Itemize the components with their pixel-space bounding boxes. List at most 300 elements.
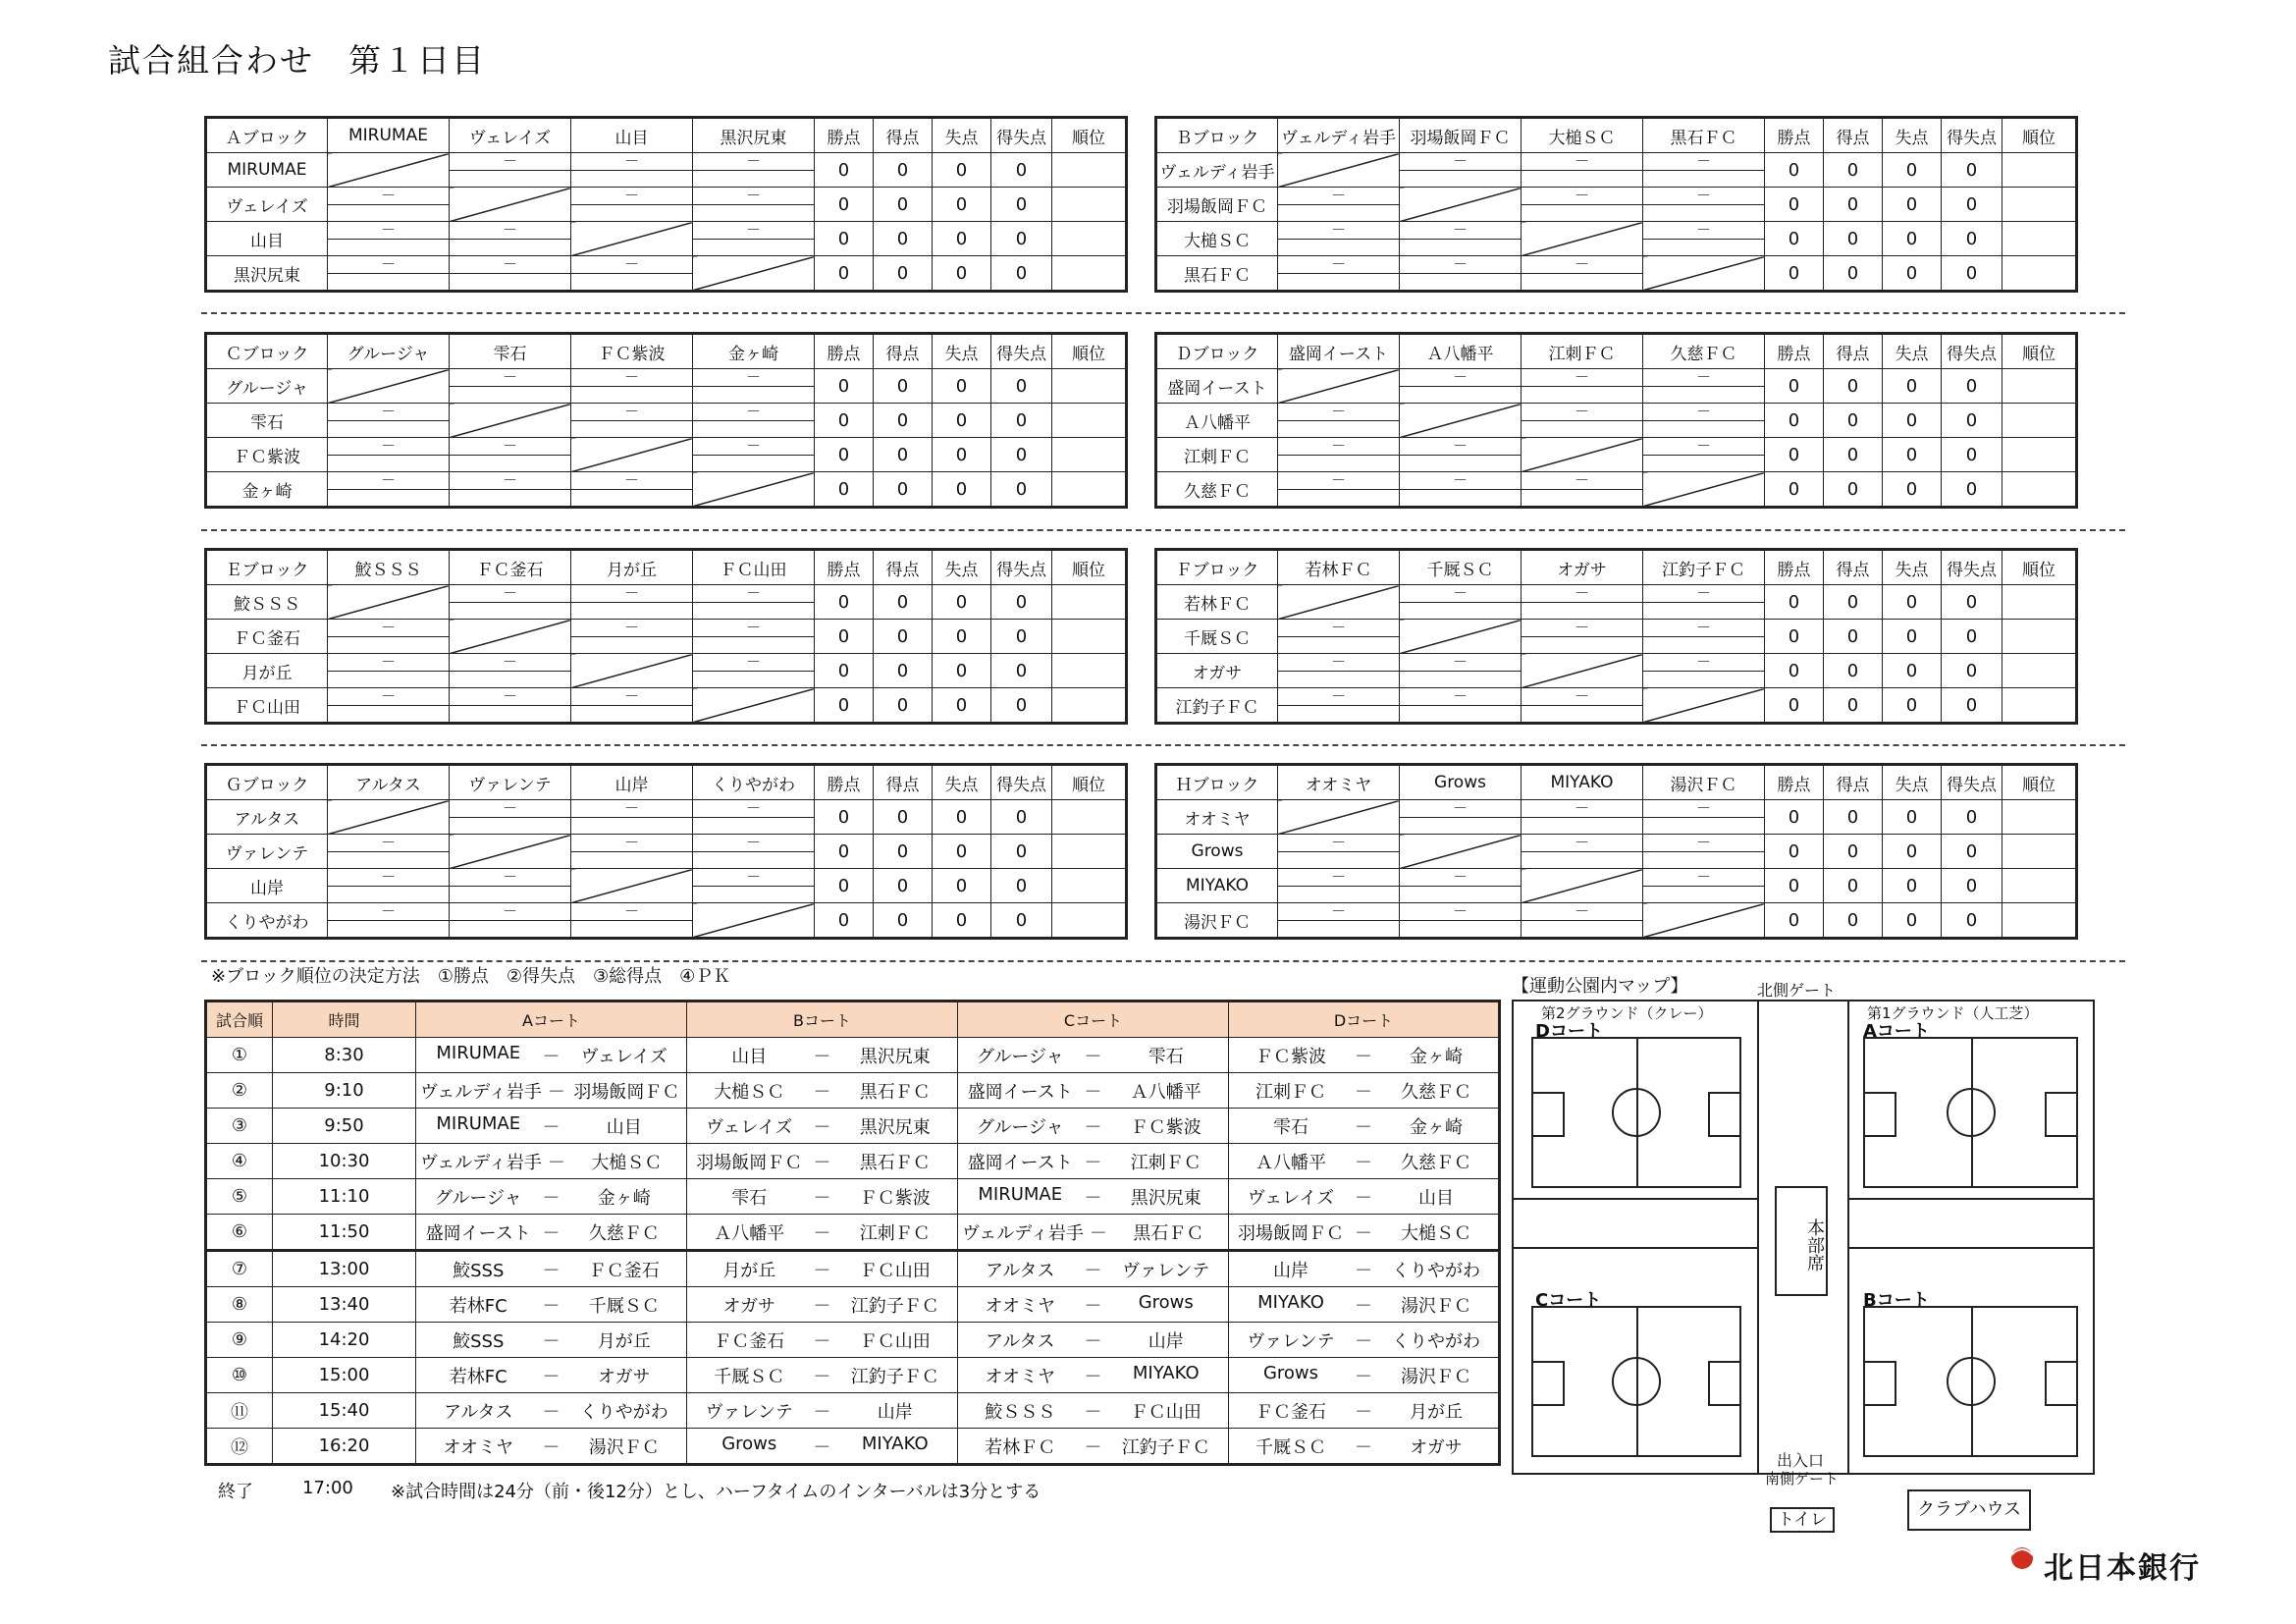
- team-header: 久慈ＦＣ: [1643, 334, 1765, 369]
- score-dash: －: [502, 221, 517, 239]
- rank-cell: [2002, 153, 2077, 188]
- rank-cell: [2002, 654, 2077, 688]
- home-team: ＦＣ釜石: [714, 1330, 785, 1352]
- stat-value: 0: [874, 153, 933, 188]
- stat-value: 0: [1942, 438, 2002, 472]
- stat-value: 0: [874, 869, 933, 903]
- self-match-cell: [571, 222, 693, 256]
- score-cell: [450, 654, 571, 688]
- score-cell: [1278, 654, 1400, 688]
- col-gd: 得失点: [1942, 765, 2002, 800]
- stat-value: 0: [1824, 869, 1883, 903]
- stat-value: 0: [991, 188, 1052, 222]
- stat-value: 0: [1824, 153, 1883, 188]
- stat-value: 0: [991, 903, 1052, 939]
- team-header: ＦＣ釜石: [450, 550, 571, 585]
- team-name: 黒石ＦＣ: [1156, 256, 1278, 292]
- stat-value: 0: [815, 188, 874, 222]
- stat-value: 0: [874, 369, 933, 404]
- away-team: 月が丘: [597, 1330, 651, 1352]
- match-no: ⑦: [206, 1251, 273, 1287]
- home-team: ヴェレイズ: [706, 1116, 793, 1138]
- score-dash: －: [380, 187, 396, 204]
- match-c-court: [958, 1358, 1229, 1393]
- stat-value: 0: [991, 404, 1052, 438]
- score-dash: －: [623, 368, 639, 386]
- rank-cell: [1052, 585, 1127, 620]
- score-cell: [328, 869, 450, 903]
- score-cell: [1643, 222, 1765, 256]
- score-dash: －: [502, 437, 517, 455]
- match-no: ①: [206, 1038, 273, 1073]
- score-dash: －: [1452, 437, 1468, 455]
- match-time: 13:40: [273, 1287, 416, 1323]
- score-dash: －: [502, 368, 517, 386]
- vs-dash: －: [542, 1046, 561, 1067]
- away-team: ＦＣ山田: [859, 1260, 931, 1281]
- match-a-court: [416, 1215, 687, 1251]
- b-court-field: [1863, 1306, 2078, 1457]
- away-team: ＦＣ紫波: [859, 1187, 931, 1209]
- col-gf: 得点: [1824, 118, 1883, 153]
- stat-value: 0: [991, 688, 1052, 724]
- home-team: 若林FC: [449, 1366, 507, 1387]
- stat-value: 0: [933, 438, 991, 472]
- stat-value: 0: [1883, 654, 1942, 688]
- match-c-court: [958, 1215, 1229, 1251]
- team-header: 金ヶ崎: [693, 334, 815, 369]
- vs-dash: －: [1084, 1116, 1102, 1138]
- rank-cell: [1052, 188, 1127, 222]
- stat-value: 0: [1824, 800, 1883, 835]
- team-header: 鮫ＳＳＳ: [328, 550, 450, 585]
- vs-dash: －: [813, 1330, 831, 1352]
- score-cell: [571, 369, 693, 404]
- score-cell: [693, 438, 815, 472]
- team-header: 雫石: [450, 334, 571, 369]
- away-team: 羽場飯岡ＦＣ: [573, 1081, 680, 1103]
- rank-cell: [1052, 654, 1127, 688]
- match-no: ④: [206, 1144, 273, 1179]
- match-c-court: [958, 1393, 1229, 1429]
- block-row: [1156, 869, 2077, 903]
- stat-value: 0: [933, 222, 991, 256]
- score-cell: [1643, 800, 1765, 835]
- match-a-court: [416, 1429, 687, 1465]
- team-name: 金ヶ崎: [206, 472, 328, 508]
- rank-cell: [2002, 188, 2077, 222]
- team-header: ヴァレンテ: [450, 765, 571, 800]
- team-header: ＦＣ山田: [693, 550, 815, 585]
- home-team: グルージャ: [976, 1116, 1064, 1138]
- score-cell: [1400, 903, 1522, 939]
- col-gd: 得失点: [1942, 550, 2002, 585]
- vs-dash: －: [542, 1366, 561, 1387]
- self-match-cell: [1643, 256, 1765, 292]
- match-time: 15:00: [273, 1358, 416, 1393]
- stat-value: 0: [1942, 256, 2002, 292]
- stat-value: 0: [1883, 438, 1942, 472]
- stat-value: 0: [991, 438, 1052, 472]
- match-d-court: [1229, 1393, 1500, 1429]
- home-team: 大槌ＳＣ: [714, 1081, 785, 1103]
- score-dash: －: [380, 687, 396, 705]
- stat-value: 0: [933, 654, 991, 688]
- score-cell: [328, 654, 450, 688]
- away-team: MIYAKO: [1132, 1362, 1200, 1383]
- team-name: ヴァレンテ: [206, 835, 328, 869]
- score-cell: [571, 800, 693, 835]
- home-team: ヴェルディ岩手: [962, 1222, 1084, 1244]
- block-row: [1156, 620, 2077, 654]
- self-match-cell: [571, 869, 693, 903]
- score-cell: [450, 585, 571, 620]
- score-dash: －: [502, 471, 517, 489]
- team-name: Ａ八幡平: [1156, 404, 1278, 438]
- away-team: MIYAKO: [861, 1433, 929, 1454]
- team-header: くりやがわ: [693, 765, 815, 800]
- away-team: 山目: [1418, 1187, 1454, 1209]
- stat-value: 0: [874, 688, 933, 724]
- home-team: ヴェルディ岩手: [420, 1081, 542, 1103]
- match-no: ⑥: [206, 1215, 273, 1251]
- match-b-court: [687, 1251, 958, 1287]
- schedule-row: [206, 1144, 1500, 1179]
- score-dash: －: [502, 799, 517, 817]
- away-team: 山岸: [877, 1401, 913, 1423]
- rank-cell: [1052, 835, 1127, 869]
- match-a-court: [416, 1109, 687, 1144]
- team-name: 大槌ＳＣ: [1156, 222, 1278, 256]
- col-rank: 順位: [2002, 550, 2077, 585]
- home-team: 千厩ＳＣ: [1255, 1436, 1326, 1458]
- away-team: 金ヶ崎: [597, 1187, 651, 1209]
- sponsor-logo: 北日本銀行: [2044, 1551, 2201, 1586]
- score-cell: [1643, 585, 1765, 620]
- stat-value: 0: [815, 654, 874, 688]
- block-table: [1154, 763, 2078, 940]
- self-match-cell: [1643, 688, 1765, 724]
- score-dash: －: [1452, 799, 1468, 817]
- stat-value: 0: [1765, 404, 1824, 438]
- score-dash: －: [745, 403, 761, 420]
- stat-value: 0: [1824, 835, 1883, 869]
- score-cell: [693, 585, 815, 620]
- score-cell: [450, 222, 571, 256]
- home-team: MIRUMAE: [436, 1112, 521, 1134]
- score-cell: [571, 472, 693, 508]
- score-cell: [1643, 188, 1765, 222]
- block-row: [1156, 222, 2077, 256]
- match-a-court: [416, 1144, 687, 1179]
- home-team: ヴェレイズ: [1247, 1187, 1335, 1209]
- block-row: [206, 472, 1127, 508]
- vs-dash: －: [813, 1081, 831, 1103]
- score-dash: －: [1695, 368, 1711, 386]
- block-name: Ｆブロック: [1156, 550, 1278, 585]
- schedule-row: [206, 1251, 1500, 1287]
- schedule-header: Cコート: [958, 1001, 1229, 1038]
- score-dash: －: [1452, 902, 1468, 920]
- block-row: [206, 369, 1127, 404]
- vs-dash: －: [1355, 1260, 1372, 1281]
- stat-value: 0: [1765, 800, 1824, 835]
- vs-dash: －: [1084, 1295, 1102, 1317]
- block-row: [206, 256, 1127, 292]
- score-dash: －: [1330, 687, 1346, 705]
- team-name: アルタス: [206, 800, 328, 835]
- col-gd: 得失点: [991, 118, 1052, 153]
- divider: [201, 312, 2125, 314]
- team-name: 山岸: [206, 869, 328, 903]
- stat-value: 0: [815, 404, 874, 438]
- stat-value: 0: [874, 620, 933, 654]
- match-time: 11:50: [273, 1215, 416, 1251]
- score-cell: [328, 188, 450, 222]
- score-dash: －: [1574, 403, 1589, 420]
- away-team: ヴァレンテ: [1122, 1260, 1210, 1281]
- schedule-row: [206, 1393, 1500, 1429]
- a-court-label: Aコート: [1863, 1021, 1930, 1042]
- home-team: MIYAKO: [1257, 1291, 1324, 1313]
- score-cell: [1643, 404, 1765, 438]
- team-name: 雫石: [206, 404, 328, 438]
- stat-value: 0: [1883, 472, 1942, 508]
- self-match-cell: [450, 620, 571, 654]
- stat-value: 0: [874, 438, 933, 472]
- vs-dash: －: [813, 1260, 831, 1281]
- score-dash: －: [1574, 799, 1589, 817]
- stat-value: 0: [815, 869, 874, 903]
- score-dash: －: [380, 255, 396, 273]
- page-title: 試合組合わせ 第１日目: [108, 41, 486, 80]
- score-dash: －: [745, 834, 761, 851]
- away-team: オガサ: [1410, 1436, 1463, 1458]
- match-a-court: [416, 1073, 687, 1109]
- score-dash: －: [502, 255, 517, 273]
- score-cell: [693, 835, 815, 869]
- home-team: オオミヤ: [443, 1436, 513, 1458]
- score-cell: [693, 654, 815, 688]
- score-cell: [1400, 585, 1522, 620]
- stat-value: 0: [1883, 903, 1942, 939]
- self-match-cell: [1522, 654, 1643, 688]
- score-dash: －: [1695, 653, 1711, 671]
- home-team: 盛岡イースト: [425, 1222, 531, 1244]
- score-dash: －: [502, 152, 517, 170]
- score-cell: [693, 869, 815, 903]
- team-name: MIYAKO: [1156, 869, 1278, 903]
- self-match-cell: [1400, 188, 1522, 222]
- rank-cell: [2002, 869, 2077, 903]
- score-dash: －: [745, 799, 761, 817]
- stat-value: 0: [874, 222, 933, 256]
- block-row: [206, 835, 1127, 869]
- block-row: [1156, 688, 2077, 724]
- score-cell: [693, 222, 815, 256]
- schedule-row: [206, 1358, 1500, 1393]
- match-no: ⑪: [206, 1393, 273, 1429]
- home-team: Grows: [1262, 1362, 1319, 1383]
- away-team: 山岸: [1148, 1330, 1184, 1352]
- match-time: 14:20: [273, 1323, 416, 1358]
- score-dash: －: [1695, 221, 1711, 239]
- score-cell: [1522, 585, 1643, 620]
- divider: [201, 744, 2125, 746]
- home-team: 鮫SSS: [453, 1330, 505, 1352]
- score-cell: [1643, 620, 1765, 654]
- away-team: ＦＣ山田: [859, 1330, 931, 1352]
- score-cell: [1522, 256, 1643, 292]
- vs-dash: －: [542, 1222, 561, 1244]
- match-b-court: [687, 1215, 958, 1251]
- rank-cell: [1052, 153, 1127, 188]
- away-team: 金ヶ崎: [1410, 1116, 1463, 1138]
- stat-value: 0: [1883, 620, 1942, 654]
- b-court-label: Bコート: [1863, 1290, 1930, 1311]
- match-d-court: [1229, 1144, 1500, 1179]
- col-rank: 順位: [2002, 118, 2077, 153]
- stat-value: 0: [1883, 835, 1942, 869]
- score-dash: －: [1574, 619, 1589, 636]
- col-ga: 失点: [1883, 550, 1942, 585]
- score-cell: [1522, 800, 1643, 835]
- score-cell: [1643, 369, 1765, 404]
- score-cell: [693, 800, 815, 835]
- schedule-row: [206, 1109, 1500, 1144]
- match-d-court: [1229, 1179, 1500, 1215]
- score-cell: [328, 438, 450, 472]
- stat-value: 0: [815, 256, 874, 292]
- score-cell: [328, 404, 450, 438]
- score-cell: [450, 472, 571, 508]
- score-cell: [450, 800, 571, 835]
- vs-dash: －: [1084, 1081, 1102, 1103]
- away-team: 湯沢ＦＣ: [588, 1436, 660, 1458]
- score-cell: [1643, 869, 1765, 903]
- stat-value: 0: [991, 153, 1052, 188]
- match-c-court: [958, 1251, 1229, 1287]
- vs-dash: －: [1084, 1260, 1102, 1281]
- vs-dash: －: [1084, 1366, 1102, 1387]
- score-dash: －: [623, 902, 639, 920]
- vs-dash: －: [813, 1366, 831, 1387]
- vs-dash: －: [1084, 1152, 1102, 1173]
- self-match-cell: [1522, 869, 1643, 903]
- team-name: ＦＣ釜石: [206, 620, 328, 654]
- block-row: [206, 688, 1127, 724]
- match-no: ③: [206, 1109, 273, 1144]
- stat-value: 0: [1824, 188, 1883, 222]
- score-dash: －: [1330, 437, 1346, 455]
- col-wins: 勝点: [815, 118, 874, 153]
- block-row: [206, 620, 1127, 654]
- score-cell: [1522, 620, 1643, 654]
- ground1-label: 第1グラウンド（人工芝）: [1867, 1004, 2039, 1022]
- team-header: 山岸: [571, 765, 693, 800]
- match-b-court: [687, 1323, 958, 1358]
- vs-dash: －: [1084, 1046, 1102, 1067]
- team-name: 江釣子ＦＣ: [1156, 688, 1278, 724]
- col-ga: 失点: [1883, 765, 1942, 800]
- rank-cell: [2002, 688, 2077, 724]
- team-header: Grows: [1400, 765, 1522, 800]
- score-dash: －: [623, 152, 639, 170]
- home-team: MIRUMAE: [978, 1183, 1063, 1205]
- self-match-cell: [1278, 800, 1400, 835]
- score-dash: －: [1574, 368, 1589, 386]
- away-team: 湯沢ＦＣ: [1401, 1295, 1471, 1317]
- home-team: 月が丘: [722, 1260, 776, 1281]
- away-team: 金ヶ崎: [1410, 1046, 1463, 1067]
- score-cell: [1278, 620, 1400, 654]
- score-dash: －: [380, 221, 396, 239]
- col-wins: 勝点: [815, 550, 874, 585]
- score-dash: －: [1574, 687, 1589, 705]
- team-name: 湯沢ＦＣ: [1156, 903, 1278, 939]
- d-court-label: Dコート: [1535, 1021, 1603, 1042]
- stat-value: 0: [933, 620, 991, 654]
- stat-value: 0: [874, 585, 933, 620]
- score-dash: －: [380, 437, 396, 455]
- team-name: 盛岡イースト: [1156, 369, 1278, 404]
- score-dash: －: [502, 902, 517, 920]
- stat-value: 0: [1765, 835, 1824, 869]
- stat-value: 0: [815, 369, 874, 404]
- vs-dash: －: [1355, 1116, 1372, 1138]
- away-team: 久慈ＦＣ: [1401, 1081, 1471, 1103]
- score-dash: －: [380, 471, 396, 489]
- stat-value: 0: [1765, 903, 1824, 939]
- stat-value: 0: [991, 620, 1052, 654]
- stat-value: 0: [1824, 654, 1883, 688]
- stat-value: 0: [1824, 585, 1883, 620]
- home-team: アルタス: [443, 1401, 513, 1423]
- match-a-court: [416, 1038, 687, 1073]
- stat-value: 0: [1765, 654, 1824, 688]
- home-team: 千厩ＳＣ: [714, 1366, 785, 1387]
- match-b-court: [687, 1358, 958, 1393]
- away-team: ヴェレイズ: [580, 1046, 667, 1067]
- team-name: 久慈ＦＣ: [1156, 472, 1278, 508]
- team-header: 盛岡イースト: [1278, 334, 1400, 369]
- stat-value: 0: [991, 369, 1052, 404]
- divider: [201, 529, 2125, 531]
- stat-value: 0: [991, 222, 1052, 256]
- col-gd: 得失点: [991, 765, 1052, 800]
- rank-cell: [1052, 620, 1127, 654]
- self-match-cell: [1400, 404, 1522, 438]
- match-b-court: [687, 1429, 958, 1465]
- vs-dash: －: [813, 1222, 831, 1244]
- block-table: [204, 116, 1128, 293]
- score-cell: [571, 585, 693, 620]
- score-cell: [450, 153, 571, 188]
- stat-value: 0: [1942, 188, 2002, 222]
- away-team: 黒沢尻東: [859, 1116, 931, 1138]
- block-name: Ｈブロック: [1156, 765, 1278, 800]
- match-a-court: [416, 1179, 687, 1215]
- team-header: オガサ: [1522, 550, 1643, 585]
- bank-logo-icon: [2007, 1542, 2037, 1571]
- score-dash: －: [623, 834, 639, 851]
- vs-dash: －: [813, 1116, 831, 1138]
- score-dash: －: [1330, 187, 1346, 204]
- score-dash: －: [1330, 403, 1346, 420]
- score-cell: [571, 404, 693, 438]
- score-dash: －: [1695, 619, 1711, 636]
- rank-cell: [2002, 903, 2077, 939]
